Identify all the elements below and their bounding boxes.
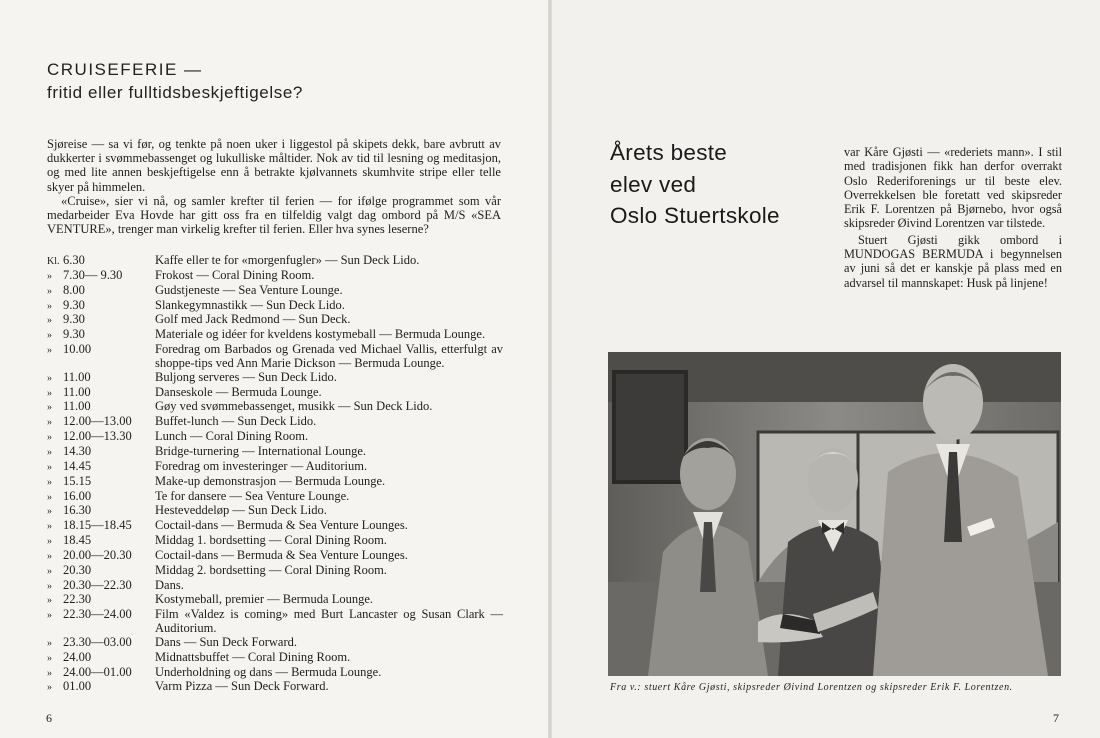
schedule-description: Dans — Sun Deck Forward. [155, 634, 297, 649]
schedule-row [47, 415, 503, 430]
title-line: Oslo Stuertskole [610, 203, 780, 228]
schedule-description: Buffet-lunch — Sun Deck Lido. [155, 414, 317, 429]
schedule-mark: » [47, 565, 52, 577]
schedule-row [47, 504, 503, 519]
schedule-time-value: 23.30—03.00 [63, 634, 132, 649]
schedule-description: Hesteveddeløp — Sun Deck Lido. [155, 503, 327, 518]
schedule-row [47, 475, 503, 490]
schedule-time [47, 343, 155, 371]
schedule-time [47, 400, 155, 415]
article-body [844, 145, 1062, 290]
schedule-mark: » [47, 667, 52, 679]
schedule-mark: » [47, 491, 52, 503]
schedule-description: Kostymeball, premier — Bermuda Lounge. [155, 592, 373, 607]
schedule-time [47, 680, 155, 695]
schedule-time-value: 14.30 [63, 443, 92, 458]
award-photo [608, 352, 1061, 676]
schedule-mark: » [47, 417, 52, 429]
schedule-mark: » [47, 387, 52, 399]
schedule-description: Varm Pizza — Sun Deck Forward. [155, 679, 329, 694]
schedule-description: Foredrag om investeringer — Auditorium. [155, 458, 368, 473]
schedule-mark: » [47, 345, 52, 357]
schedule-row [47, 371, 503, 386]
schedule-description: Gøy ved svømmebassenget, musikk — Sun Deck Lido. [155, 399, 433, 414]
schedule-row [47, 579, 503, 594]
page-number-right: 7 [1053, 711, 1059, 725]
schedule-description: Danseskole — Bermuda Lounge. [155, 384, 322, 399]
schedule-mark: » [47, 300, 52, 312]
schedule-mark: » [47, 682, 52, 694]
schedule-time-value: 22.30—24.00 [63, 607, 132, 622]
schedule-time [47, 371, 155, 386]
schedule-mark: » [47, 372, 52, 384]
schedule-time-value: 24.00 [63, 649, 92, 664]
schedule-description: Frokost — Coral Dining Room. [155, 267, 315, 282]
schedule-time-value: 12.00—13.30 [63, 429, 132, 444]
schedule-time [47, 386, 155, 401]
schedule-time [47, 504, 155, 519]
schedule-time-value: 18.15—18.45 [63, 518, 132, 533]
schedule-time [47, 593, 155, 608]
schedule-description: Coctail-dans — Bermuda & Sea Venture Lounges. [155, 547, 408, 562]
schedule-description: Te for dansere — Sea Venture Lounge. [155, 488, 350, 503]
schedule-row [47, 460, 503, 475]
schedule-mark: Kl. [47, 256, 60, 267]
schedule-mark: » [47, 446, 52, 458]
schedule-time-value: 20.00—20.30 [63, 547, 132, 562]
schedule-description: Underholdning og dans — Bermuda Lounge. [155, 664, 382, 679]
article-paragraph: var Kåre Gjøsti — «rederiets mann». I stil med tradisjonen fikk han derfor overrakt Oslo Rederiforenings ur til beste elev. Overrekkelsen ble foretatt ved skipsreder Erik F. Lorentzen på Bjørnebo, hvor også skipsreder Øivind Lorentzen var tilstede. [844, 145, 1062, 231]
schedule-mark: » [47, 315, 52, 327]
schedule-time-value: 22.30 [63, 592, 92, 607]
schedule-row [47, 313, 503, 328]
schedule-time [47, 430, 155, 445]
schedule-description: Gudstjeneste — Sea Venture Lounge. [155, 282, 343, 297]
schedule-time [47, 313, 155, 328]
schedule-time [47, 475, 155, 490]
title-line: Årets beste [610, 140, 728, 165]
schedule-row [47, 299, 503, 314]
article-paragraph: Stuert Gjøsti gikk ombord i MUNDOGAS BERMUDA i begynnelsen av juni så det er kanskje på plass med en advarsel til mannskapet: Husk på linjene! [844, 232, 1062, 290]
schedule-time-value: 10.00 [63, 342, 92, 357]
schedule-description: Kaffe eller te for «morgenfugler» — Sun Deck Lido. [155, 253, 420, 267]
schedule-time-value: 8.00 [63, 282, 85, 297]
schedule-mark: » [47, 461, 52, 473]
schedule-time-value: 24.00—01.00 [63, 664, 132, 679]
schedule-description: Midnattsbuffet — Coral Dining Room. [155, 649, 351, 664]
schedule-time [47, 269, 155, 284]
schedule-time-value: 20.30 [63, 562, 92, 577]
schedule-mark: » [47, 536, 52, 548]
schedule-time [47, 415, 155, 430]
schedule-row [47, 680, 503, 695]
schedule-row [47, 269, 503, 284]
schedule-description: Middag 1. bordsetting — Coral Dining Room. [155, 533, 387, 548]
schedule-time-value: 9.30 [63, 312, 85, 327]
schedule-description: Dans. [155, 577, 184, 592]
schedule-description: Slankegymnastikk — Sun Deck Lido. [155, 297, 345, 312]
schedule-mark: » [47, 580, 52, 592]
schedule-description: Lunch — Coral Dining Room. [155, 429, 309, 444]
schedule-mark: » [47, 610, 52, 622]
schedule-time [47, 284, 155, 299]
schedule-row [47, 490, 503, 505]
schedule-row [47, 666, 503, 681]
intro-text [47, 137, 501, 236]
schedule-time-value: 11.00 [63, 369, 91, 384]
schedule-row [47, 534, 503, 549]
schedule-mark: » [47, 506, 52, 518]
page-number-left: 6 [46, 711, 52, 725]
schedule-time [47, 534, 155, 549]
schedule-time-value: 12.00—13.00 [63, 414, 132, 429]
schedule-row [47, 636, 503, 651]
schedule-time [47, 579, 155, 594]
schedule-description: Middag 2. bordsetting — Coral Dining Room. [155, 562, 387, 577]
schedule-mark: » [47, 637, 52, 649]
schedule-time-value: 11.00 [63, 384, 91, 399]
schedule-row [47, 400, 503, 415]
schedule-mark: » [47, 521, 52, 533]
schedule-mark: » [47, 270, 52, 282]
schedule-time-value: 9.30 [63, 327, 85, 342]
schedule-mark: » [47, 652, 52, 664]
schedule-row [47, 430, 503, 445]
schedule-time [47, 328, 155, 343]
schedule-description: Materiale og idéer for kveldens kostymeball — Bermuda Lounge. [155, 327, 486, 342]
schedule-description: Bridge-turnering — International Lounge. [155, 443, 367, 458]
schedule-time-value: 14.45 [63, 458, 92, 473]
schedule-time [47, 549, 155, 564]
schedule-row [47, 519, 503, 534]
schedule-time [47, 254, 155, 269]
schedule-time-value: 18.45 [63, 533, 92, 548]
schedule-time [47, 666, 155, 681]
schedule-time [47, 519, 155, 534]
schedule-time [47, 460, 155, 475]
schedule-time [47, 299, 155, 314]
schedule-description: Golf med Jack Redmond — Sun Deck. [155, 312, 351, 327]
schedule-row [47, 284, 503, 299]
schedule-time-value: 7.30— 9.30 [63, 267, 123, 282]
schedule-row [47, 564, 503, 579]
schedule-mark: » [47, 432, 52, 444]
schedule-mark: » [47, 330, 52, 342]
schedule-row [47, 254, 503, 269]
schedule-description: Make-up demonstrasjon — Bermuda Lounge. [155, 473, 386, 488]
schedule-description: Film «Valdez is coming» med Burt Lancaster og Susan Clark — Auditorium. [155, 607, 503, 636]
schedule-mark: » [47, 476, 52, 488]
schedule-time-value: 11.00 [63, 399, 91, 414]
daily-schedule [47, 254, 503, 695]
schedule-time [47, 636, 155, 651]
schedule-time [47, 608, 155, 636]
schedule-time [47, 651, 155, 666]
schedule-row [47, 328, 503, 343]
schedule-mark: » [47, 285, 52, 297]
schedule-time-value: 15.15 [63, 473, 92, 488]
schedule-row [47, 386, 503, 401]
schedule-description: Buljong serveres — Sun Deck Lido. [155, 369, 337, 384]
schedule-time-value: 01.00 [63, 679, 92, 694]
schedule-row [47, 343, 503, 371]
schedule-time-value: 6.30 [63, 253, 85, 267]
photo-illustration [608, 352, 1061, 676]
schedule-mark: » [47, 550, 52, 562]
schedule-description: Foredrag om Barbados og Grenada ved Michael Vallis, etterfulgt av shoppe-tips ved Ann Marie Dickson — Bermuda Lounge. [155, 342, 503, 370]
schedule-time-value: 9.30 [63, 297, 85, 312]
title-line: elev ved [610, 171, 697, 197]
headline-line-2: fritid eller fulltidsbeskjeftigelse? [47, 83, 303, 102]
schedule-row [47, 593, 503, 608]
schedule-row [47, 651, 503, 666]
article-title [610, 137, 780, 232]
intro-paragraph: «Cruise», sier vi nå, og samler krefter til ferien — for ifølge programmet som vår medarbeider Eva Hovde har gitt oss fra en tilfeldig valgt dag ombord på M/S «SEA VENTURE», trenger man virkelig krefter til ferien. Eller hva synes leserne? [47, 193, 501, 237]
photo-caption: Fra v.: stuert Kåre Gjøsti, skipsreder Øivind Lorentzen og skipsreder Erik F. Lorentzen. [610, 682, 1013, 693]
schedule-time-value: 16.30 [63, 503, 92, 518]
schedule-row [47, 608, 503, 636]
schedule-row [47, 549, 503, 564]
schedule-time [47, 564, 155, 579]
schedule-time-value: 20.30—22.30 [63, 577, 132, 592]
article-headline [47, 58, 303, 104]
headline-line-1: CRUISEFERIE — [47, 60, 203, 79]
schedule-mark: » [47, 595, 52, 607]
schedule-row [47, 445, 503, 460]
schedule-time-value: 16.00 [63, 488, 92, 503]
intro-paragraph: Sjøreise — sa vi før, og tenkte på noen uker i liggestol på skipets dekk, bare avbrutt av dukkerter i svømmebassenget og lukulliske måltider. Nok av tid til lesning og meditasjon, og med lite annen beskjeftigelse enn å betrakte kjølvannets skumhvite stripe eller telle skyer på himmelen. [47, 137, 501, 194]
schedule-description: Coctail-dans — Bermuda & Sea Venture Lounges. [155, 518, 408, 533]
schedule-time [47, 490, 155, 505]
schedule-mark: » [47, 402, 52, 414]
schedule-time [47, 445, 155, 460]
